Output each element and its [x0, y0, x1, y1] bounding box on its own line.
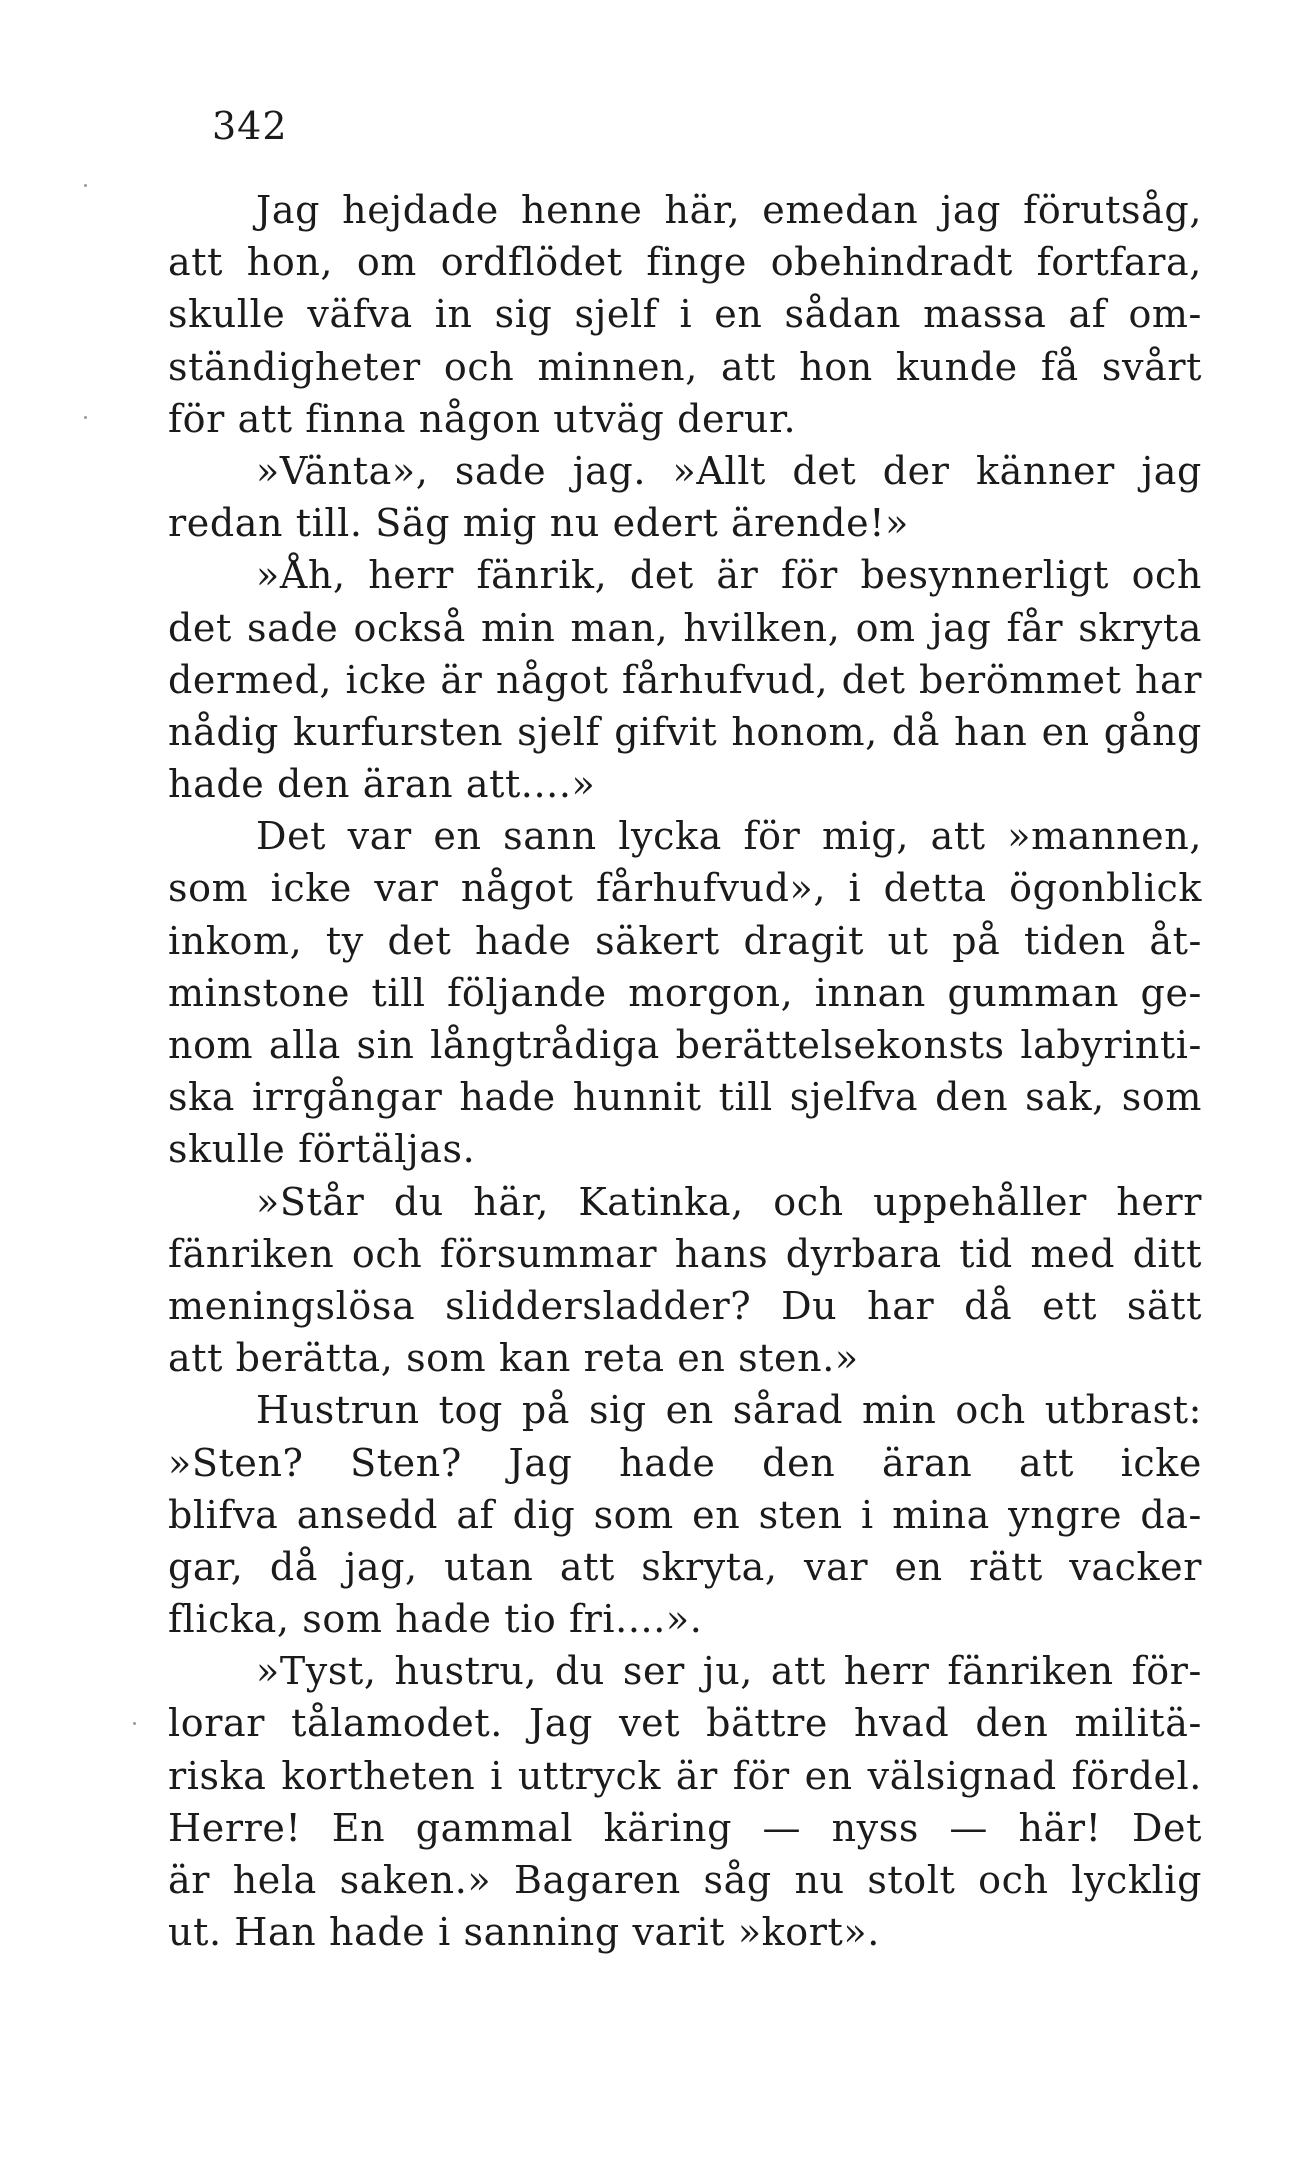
text-line: ska irrgångar hade hunnit till sjelfva den sak, som — [168, 1075, 1202, 1120]
print-speck — [133, 1722, 136, 1725]
page-number: 342 — [212, 104, 288, 148]
text-line: som icke var något fårhufvud», i detta ögonblick — [168, 866, 1202, 911]
text-line: ut. Han hade i sanning varit »kort». — [168, 1910, 880, 1955]
print-speck — [84, 416, 87, 419]
text-line: lorar tålamodet. Jag vet bättre hvad den militä- — [168, 1701, 1202, 1746]
text-line: meningslösa sliddersladder? Du har då ett sätt — [168, 1283, 1202, 1328]
text-line: »Tyst, hustru, du ser ju, att herr fänriken för- — [256, 1649, 1202, 1694]
text-line: riska kortheten i uttryck är för en välsignad fördel. — [168, 1753, 1202, 1798]
text-line: för att finna någon utväg derur. — [168, 396, 797, 441]
text-line: ständigheter och minnen, att hon kunde få svårt — [168, 344, 1202, 389]
text-line: flicka, som hade tio fri....». — [168, 1597, 703, 1642]
text-line: »Vänta», sade jag. »Allt det der känner jag — [256, 448, 1202, 493]
text-line: Hustrun tog på sig en sårad min och utbrast: — [256, 1388, 1202, 1433]
text-line: »Sten? Sten? Jag hade den äran att icke — [168, 1440, 1202, 1485]
print-speck — [84, 184, 87, 187]
text-line: att hon, om ordflödet finge obehindradt fortfara, — [168, 240, 1202, 285]
text-line: är hela saken.» Bagaren såg nu stolt och lycklig — [168, 1858, 1202, 1902]
text-line: skulle väfva in sig sjelf i en sådan massa af om- — [168, 292, 1202, 337]
text-line: dermed, icke är något fårhufvud, det berömmet har — [168, 657, 1202, 702]
text-line: Det var en sann lycka för mig, att »mannen, — [256, 814, 1202, 859]
text-line: nådig kurfursten sjelf gifvit honom, då han en gång — [168, 709, 1202, 754]
text-line: det sade också min man, hvilken, om jag får skryta — [168, 605, 1202, 650]
text-line: minstone till följande morgon, innan gumman ge- — [168, 970, 1202, 1015]
text-line: inkom, ty det hade säkert dragit ut på tiden åt- — [168, 918, 1202, 963]
text-line: Herre! En gammal käring — nyss — här! Det — [168, 1805, 1202, 1850]
text-line: Jag hejdade henne här, emedan jag förutsåg, — [256, 188, 1202, 232]
text-line: »Åh, herr fänrik, det är för besynnerligt och — [256, 553, 1202, 598]
text-line: blifva ansedd af dig som en sten i mina yngre da- — [168, 1492, 1202, 1537]
text-line: hade den äran att....» — [168, 762, 596, 807]
text-line: skulle förtäljas. — [168, 1127, 476, 1172]
text-line: redan till. Säg mig nu edert ärende!» — [168, 501, 909, 546]
text-line: »Står du här, Katinka, och uppehåller herr — [256, 1179, 1202, 1224]
text-line: gar, då jag, utan att skryta, var en rätt vacker — [168, 1544, 1202, 1589]
text-line: nom alla sin långtrådiga berättelsekonsts labyrinti- — [168, 1023, 1202, 1067]
text-line: att berätta, som kan reta en sten.» — [168, 1336, 859, 1381]
text-line: fänriken och försummar hans dyrbara tid med ditt — [168, 1231, 1202, 1276]
body-text — [168, 184, 1202, 1958]
